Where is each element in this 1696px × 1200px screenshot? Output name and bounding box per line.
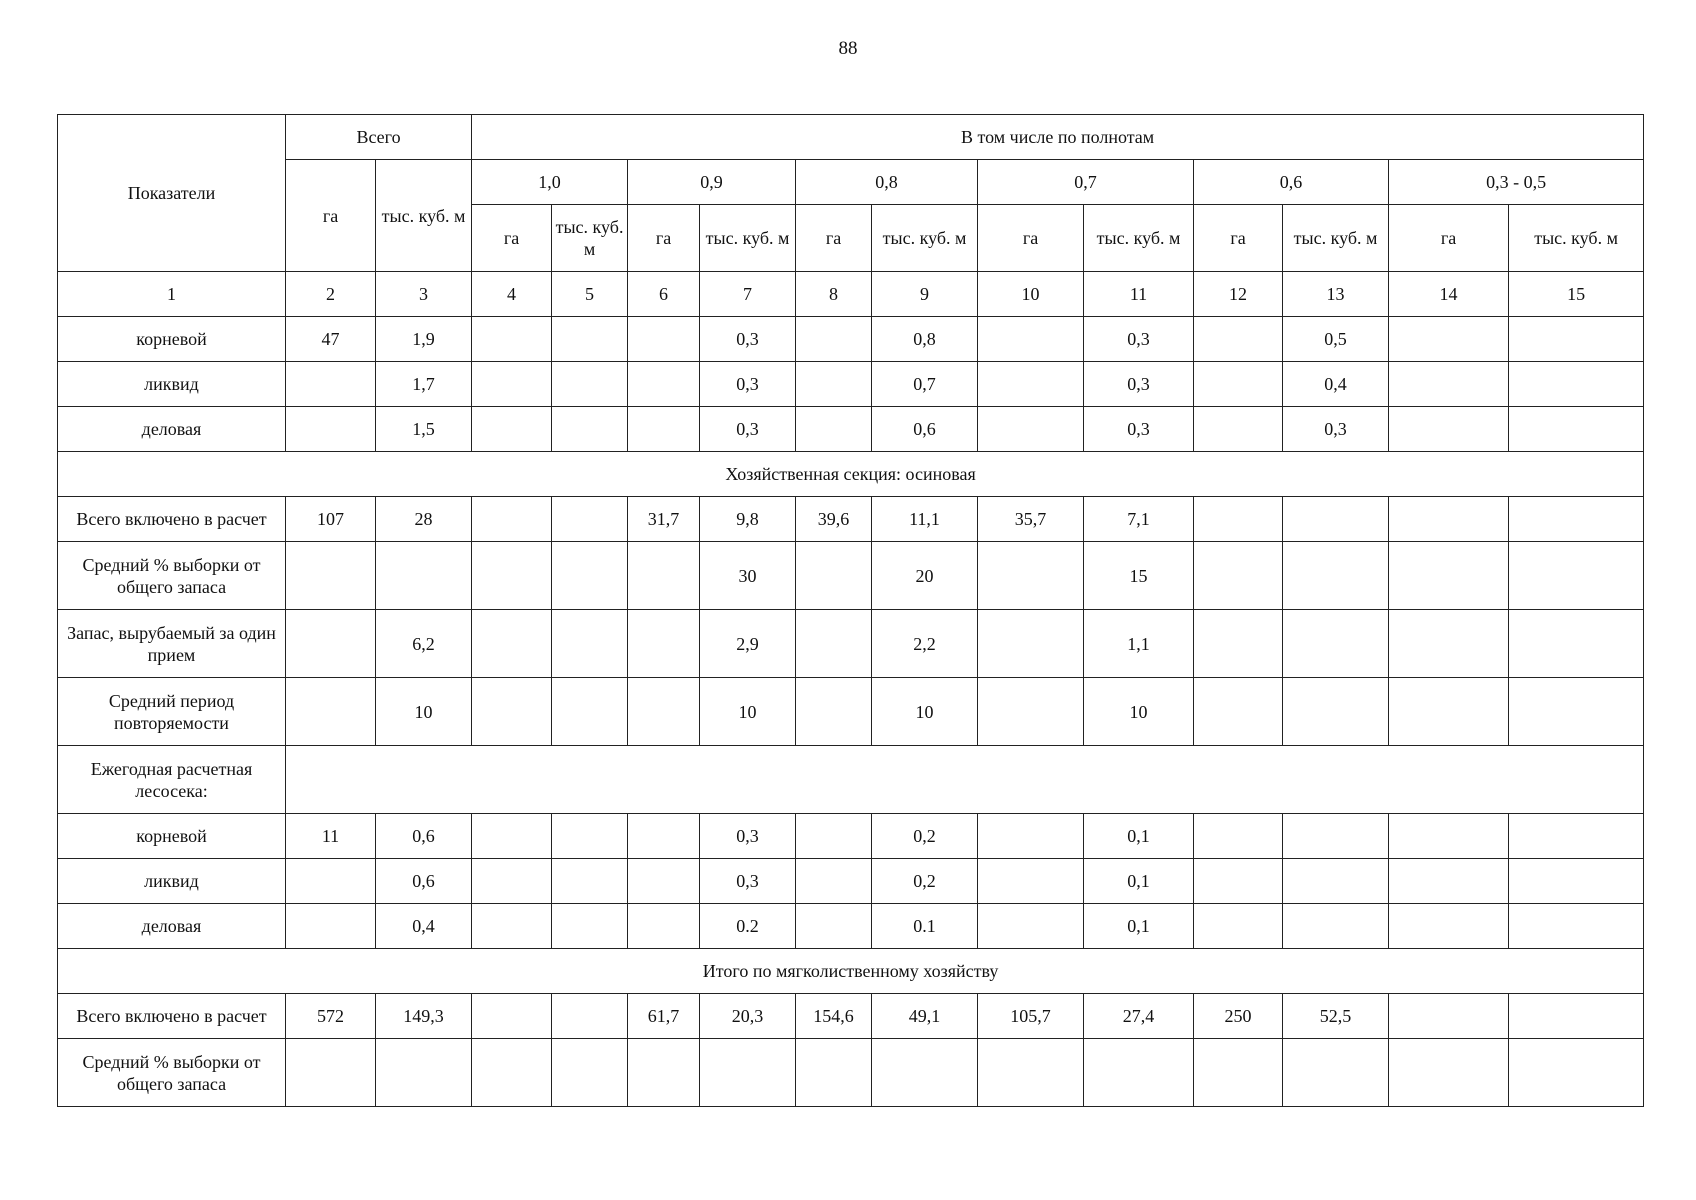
table-cell: 1,9 [376,317,472,362]
table-cell: 0,8 [872,317,978,362]
table-cell: 10 [376,678,472,746]
column-number: 2 [286,272,376,317]
table-cell [1389,542,1509,610]
table-cell [628,904,700,949]
table-cell [552,317,628,362]
table-cell [628,407,700,452]
table-row [58,542,1644,610]
table-cell [1194,904,1283,949]
table-cell [628,317,700,362]
table-cell: 0,6 [376,859,472,904]
table-cell [628,542,700,610]
table-cell [1283,904,1389,949]
table-cell: 0,6 [872,407,978,452]
table-cell: 9,8 [700,497,796,542]
header-by-density: В том числе по полнотам [472,115,1644,160]
table-cell [1194,407,1283,452]
table-cell [1194,814,1283,859]
header-density-0-8: 0,8 [796,160,978,205]
table-cell: 1,5 [376,407,472,452]
table-cell: 0,3 [700,317,796,362]
table-cell [552,610,628,678]
header-density-0-7: 0,7 [978,160,1194,205]
table-cell [472,859,552,904]
table-cell [1509,678,1644,746]
table-cell: 30 [700,542,796,610]
table-cell [978,362,1084,407]
table-row [58,407,1644,452]
table-cell [472,1039,552,1107]
header-indicators: Показатели [58,115,286,272]
table-cell: 2,2 [872,610,978,678]
table-cell [472,814,552,859]
table-cell [552,859,628,904]
table-cell: 15 [1084,542,1194,610]
table-cell [472,497,552,542]
column-number: 11 [1084,272,1194,317]
table-cell [1194,317,1283,362]
table-cell [1283,610,1389,678]
table-cell [796,904,872,949]
table-row [58,814,1644,859]
table-cell [472,362,552,407]
table-cell: 149,3 [376,994,472,1039]
table-cell [1194,610,1283,678]
table-cell [1283,814,1389,859]
row-label: Ежегодная расчетная лесосека: [58,746,286,814]
table-cell [1194,362,1283,407]
table-cell [1509,904,1644,949]
row-label: корневой [58,317,286,362]
table-cell [286,904,376,949]
table-cell [978,859,1084,904]
table-cell [1084,1039,1194,1107]
table-row [58,497,1644,542]
table-cell: 0.1 [872,904,978,949]
header-total-volume: тыс. куб. м [376,160,472,272]
table-cell: 20,3 [700,994,796,1039]
table-cell [796,859,872,904]
table-cell [1509,994,1644,1039]
table-cell: 7,1 [1084,497,1194,542]
table-cell: 2,9 [700,610,796,678]
table-cell [1389,362,1509,407]
row-label: корневой [58,814,286,859]
table-cell: 20 [872,542,978,610]
table-cell [472,317,552,362]
header-volume: тыс. куб. м [1283,205,1389,272]
table-cell [978,542,1084,610]
table-cell [286,542,376,610]
column-number-row [58,272,1644,317]
table-cell: 28 [376,497,472,542]
table-cell [1389,317,1509,362]
table-cell [472,610,552,678]
table-cell [1283,497,1389,542]
table-cell: 0,7 [872,362,978,407]
table-cell [978,317,1084,362]
table-cell [552,407,628,452]
header-ha: га [978,205,1084,272]
header-volume: тыс. куб. м [872,205,978,272]
table-cell [1389,678,1509,746]
table-cell: 0,6 [376,814,472,859]
table-cell [472,407,552,452]
table-cell: 0,5 [1283,317,1389,362]
column-number: 6 [628,272,700,317]
table-cell: 27,4 [1084,994,1194,1039]
table-cell: 10 [1084,678,1194,746]
table-cell [472,542,552,610]
table-cell: 0,1 [1084,814,1194,859]
table-cell [872,1039,978,1107]
table-cell [1389,904,1509,949]
table-cell: 154,6 [796,994,872,1039]
table-cell: 250 [1194,994,1283,1039]
table-cell: 0,3 [700,362,796,407]
table-cell: 10 [700,678,796,746]
table-cell [796,317,872,362]
table-cell: 0,3 [1283,407,1389,452]
header-volume: тыс. куб. м [552,205,628,272]
table-cell: 107 [286,497,376,542]
table-cell: 0,2 [872,814,978,859]
header-density-0-3-0-5: 0,3 - 0,5 [1389,160,1644,205]
table-row [58,678,1644,746]
table-cell [286,610,376,678]
table-cell [1283,859,1389,904]
table-cell: 35,7 [978,497,1084,542]
table-row [58,362,1644,407]
table-cell [472,678,552,746]
table-cell [1509,859,1644,904]
table-cell [552,497,628,542]
column-number: 4 [472,272,552,317]
table-cell [552,994,628,1039]
table-cell [1194,678,1283,746]
table-cell [552,1039,628,1107]
column-number: 14 [1389,272,1509,317]
table-cell [1389,1039,1509,1107]
table-cell: 10 [872,678,978,746]
header-volume: тыс. куб. м [700,205,796,272]
table-cell [286,407,376,452]
column-number: 9 [872,272,978,317]
table-row [58,859,1644,904]
table-cell [286,1039,376,1107]
table-cell [552,362,628,407]
table-cell [1509,610,1644,678]
table-cell: 0,3 [700,859,796,904]
table-cell [1509,362,1644,407]
table-cell [628,814,700,859]
table-cell [552,678,628,746]
table-cell: 105,7 [978,994,1084,1039]
header-ha: га [472,205,552,272]
table-cell [1389,610,1509,678]
table-cell: 52,5 [1283,994,1389,1039]
row-label: Всего включено в расчет [58,497,286,542]
table-cell [796,814,872,859]
empty-merged-cell [286,746,1644,814]
table-cell: 1,7 [376,362,472,407]
table-cell [796,362,872,407]
row-label: Средний период повторяемости [58,678,286,746]
table-cell: 11,1 [872,497,978,542]
table-cell [796,678,872,746]
table-cell [978,904,1084,949]
table-cell [1509,542,1644,610]
header-density-0-6: 0,6 [1194,160,1389,205]
table-cell [796,542,872,610]
table-cell [552,904,628,949]
header-volume: тыс. куб. м [1084,205,1194,272]
table-cell [796,1039,872,1107]
column-number: 7 [700,272,796,317]
table-cell [978,610,1084,678]
table-cell [978,678,1084,746]
column-number: 5 [552,272,628,317]
table-cell: 49,1 [872,994,978,1039]
header-total-ha: га [286,160,376,272]
header-total: Всего [286,115,472,160]
table-row [58,610,1644,678]
table-cell [1509,1039,1644,1107]
row-label: Всего включено в расчет [58,994,286,1039]
page-number: 88 [838,38,858,59]
table-cell [1509,814,1644,859]
table-cell: 0,1 [1084,859,1194,904]
table-cell [472,904,552,949]
header-density-1-0: 1,0 [472,160,628,205]
table-cell: 47 [286,317,376,362]
column-number: 8 [796,272,872,317]
table-cell [978,407,1084,452]
table-cell: 61,7 [628,994,700,1039]
table-cell: 0,3 [700,407,796,452]
table-cell [286,859,376,904]
table-cell [978,1039,1084,1107]
table-cell: 0,3 [700,814,796,859]
header-ha: га [796,205,872,272]
table-cell: 1,1 [1084,610,1194,678]
row-label: Средний % выборки от общего запаса [58,1039,286,1107]
row-label: деловая [58,407,286,452]
table-cell: 39,6 [796,497,872,542]
column-number: 12 [1194,272,1283,317]
column-number: 10 [978,272,1084,317]
table-cell: 6,2 [376,610,472,678]
header-volume: тыс. куб. м [1509,205,1644,272]
header-row-1 [58,115,1644,160]
column-number: 13 [1283,272,1389,317]
table-cell [1389,814,1509,859]
group-label-row [58,746,1644,814]
table-cell [472,994,552,1039]
table-cell [1283,678,1389,746]
table-cell: 0,3 [1084,317,1194,362]
table-cell: 0,4 [1283,362,1389,407]
table-cell [376,1039,472,1107]
table-cell [376,542,472,610]
table-cell [1194,1039,1283,1107]
table-cell [286,678,376,746]
header-density-0-9: 0,9 [628,160,796,205]
row-label: Средний % выборки от общего запаса [58,542,286,610]
header-row-2 [58,160,1644,205]
column-number: 3 [376,272,472,317]
table-cell [1509,407,1644,452]
table-row [58,904,1644,949]
table-cell: 31,7 [628,497,700,542]
table-cell: 0,2 [872,859,978,904]
row-label: деловая [58,904,286,949]
table-cell [1509,317,1644,362]
table-cell: 11 [286,814,376,859]
table-cell [552,814,628,859]
table-cell [1509,497,1644,542]
table-cell: 0,3 [1084,362,1194,407]
table-cell: 0,4 [376,904,472,949]
table-cell [1389,994,1509,1039]
table-cell [700,1039,796,1107]
column-number: 1 [58,272,286,317]
section-row [58,452,1644,497]
table-cell [1283,542,1389,610]
table-cell [552,542,628,610]
table-cell [1194,497,1283,542]
table-cell: 0,3 [1084,407,1194,452]
row-label: ликвид [58,859,286,904]
table-cell [1283,1039,1389,1107]
column-number: 15 [1509,272,1644,317]
table-cell [628,678,700,746]
forest-calculation-table [57,114,1644,1107]
table-cell [1194,859,1283,904]
table-cell [1389,497,1509,542]
row-label: Запас, вырубаемый за один прием [58,610,286,678]
table-cell: 572 [286,994,376,1039]
section-row [58,949,1644,994]
header-ha: га [628,205,700,272]
table-cell [628,610,700,678]
table-row [58,1039,1644,1107]
table-cell [286,362,376,407]
row-label: ликвид [58,362,286,407]
table-cell [796,407,872,452]
table-cell [978,814,1084,859]
table-cell [796,610,872,678]
header-ha: га [1194,205,1283,272]
table-row [58,994,1644,1039]
table-cell [628,362,700,407]
header-ha: га [1389,205,1509,272]
table-row [58,317,1644,362]
table-cell [628,859,700,904]
table-cell: 0,1 [1084,904,1194,949]
section-title: Итого по мягколиственному хозяйству [58,949,1644,994]
table-cell [1194,542,1283,610]
table-cell [1389,407,1509,452]
table-cell: 0.2 [700,904,796,949]
table-cell [628,1039,700,1107]
section-title: Хозяйственная секция: осиновая [58,452,1644,497]
table-cell [1389,859,1509,904]
